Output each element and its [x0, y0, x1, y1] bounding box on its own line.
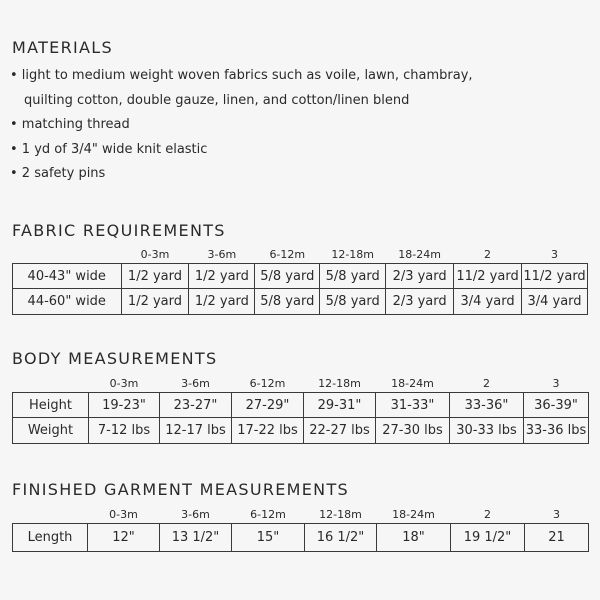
row-label: Length — [13, 524, 88, 552]
body-measurements-table — [12, 373, 589, 444]
size-header: 6-12m — [269, 248, 306, 261]
size-header: 18-24m — [398, 248, 441, 261]
size-header: 3 — [552, 377, 560, 390]
size-header: 3 — [551, 248, 558, 261]
table-row — [13, 264, 588, 289]
table-cell: 27-29" — [232, 393, 304, 418]
size-header-row — [13, 373, 589, 393]
table-cell: 33-36 lbs — [524, 418, 589, 444]
size-header: 12-18m — [318, 377, 361, 390]
body-measurements-title: BODY MEASUREMENTS — [12, 349, 218, 368]
header-blank — [13, 504, 88, 524]
table-cell: 29-31" — [304, 393, 376, 418]
table-cell: 15" — [232, 524, 305, 552]
row-label: 40-43" wide — [13, 264, 122, 289]
table-row — [13, 418, 589, 444]
table-cell: 12" — [88, 524, 160, 552]
size-header: 3-6m — [207, 248, 237, 261]
table-cell: 5/8 yard — [320, 264, 386, 289]
table-cell: 30-33 lbs — [450, 418, 524, 444]
table-row — [13, 393, 589, 418]
header-blank — [13, 373, 89, 393]
table-cell: 21 — [525, 524, 589, 552]
list-item: • matching thread — [10, 117, 130, 132]
table-cell: 36-39" — [524, 393, 589, 418]
table-cell: 22-27 lbs — [304, 418, 376, 444]
table-cell: 13 1/2" — [160, 524, 232, 552]
table-cell: 11/2 yard — [454, 264, 522, 289]
table-cell: 3/4 yard — [522, 289, 588, 315]
size-header: 0-3m — [140, 248, 170, 261]
table-cell: 7-12 lbs — [89, 418, 160, 444]
size-header: 12-18m — [331, 248, 375, 261]
table-cell: 1/2 yard — [121, 264, 189, 289]
table-cell: 31-33" — [376, 393, 450, 418]
size-header: 2 — [484, 508, 491, 521]
table-cell: 5/8 yard — [255, 264, 320, 289]
size-header-row — [13, 244, 588, 264]
size-header: 3 — [553, 508, 560, 521]
size-header: 3-6m — [181, 377, 210, 390]
fabric-requirements-title: FABRIC REQUIREMENTS — [12, 221, 226, 240]
size-header-row — [13, 504, 589, 524]
list-item: • 2 safety pins — [10, 166, 106, 181]
table-cell: 1/2 yard — [189, 264, 255, 289]
table-cell: 3/4 yard — [454, 289, 522, 315]
list-item: • light to medium weight woven fabrics such as voile, lawn, chambray, — [10, 68, 473, 83]
finished-garment-table — [12, 504, 589, 552]
table-cell: 16 1/2" — [305, 524, 377, 552]
materials-title: MATERIALS — [12, 38, 113, 57]
finished-garment-title: FINISHED GARMENT MEASUREMENTS — [12, 480, 349, 499]
table-cell: 2/3 yard — [386, 264, 454, 289]
row-label: 44-60" wide — [13, 289, 122, 315]
size-header: 2 — [483, 377, 490, 390]
table-cell: 1/2 yard — [121, 289, 189, 315]
table-cell: 18" — [377, 524, 451, 552]
materials-list — [10, 64, 473, 187]
table-row — [13, 289, 588, 315]
size-header: 12-18m — [319, 508, 362, 521]
row-label: Weight — [13, 418, 89, 444]
list-item: • 1 yd of 3/4" wide knit elastic — [10, 141, 208, 157]
size-header: 2 — [484, 248, 492, 261]
table-cell: 11/2 yard — [522, 264, 588, 289]
fabric-requirements-table — [12, 244, 588, 315]
table-cell: 5/8 yard — [255, 289, 320, 315]
size-header: 0-3m — [109, 508, 138, 521]
table-cell: 12-17 lbs — [160, 418, 232, 444]
size-header: 18-24m — [391, 377, 434, 390]
size-header: 6-12m — [249, 377, 286, 390]
size-header: 0-3m — [109, 377, 139, 390]
table-cell: 23-27" — [160, 393, 232, 418]
table-row — [13, 524, 589, 552]
table-cell: 27-30 lbs — [376, 418, 450, 444]
table-cell: 17-22 lbs — [232, 418, 304, 444]
table-cell: 19 1/2" — [451, 524, 525, 552]
size-header: 18-24m — [392, 508, 435, 521]
table-cell: 5/8 yard — [320, 289, 386, 315]
size-header: 3-6m — [181, 508, 210, 521]
size-header: 6-12m — [250, 508, 286, 521]
table-cell: 19-23" — [89, 393, 160, 418]
table-cell: 1/2 yard — [189, 289, 255, 315]
row-label: Height — [13, 393, 89, 418]
header-blank — [13, 244, 122, 264]
list-item: quilting cotton, double gauze, linen, and cotton/linen blend — [24, 92, 410, 108]
table-cell: 33-36" — [450, 393, 524, 418]
table-cell: 2/3 yard — [386, 289, 454, 315]
